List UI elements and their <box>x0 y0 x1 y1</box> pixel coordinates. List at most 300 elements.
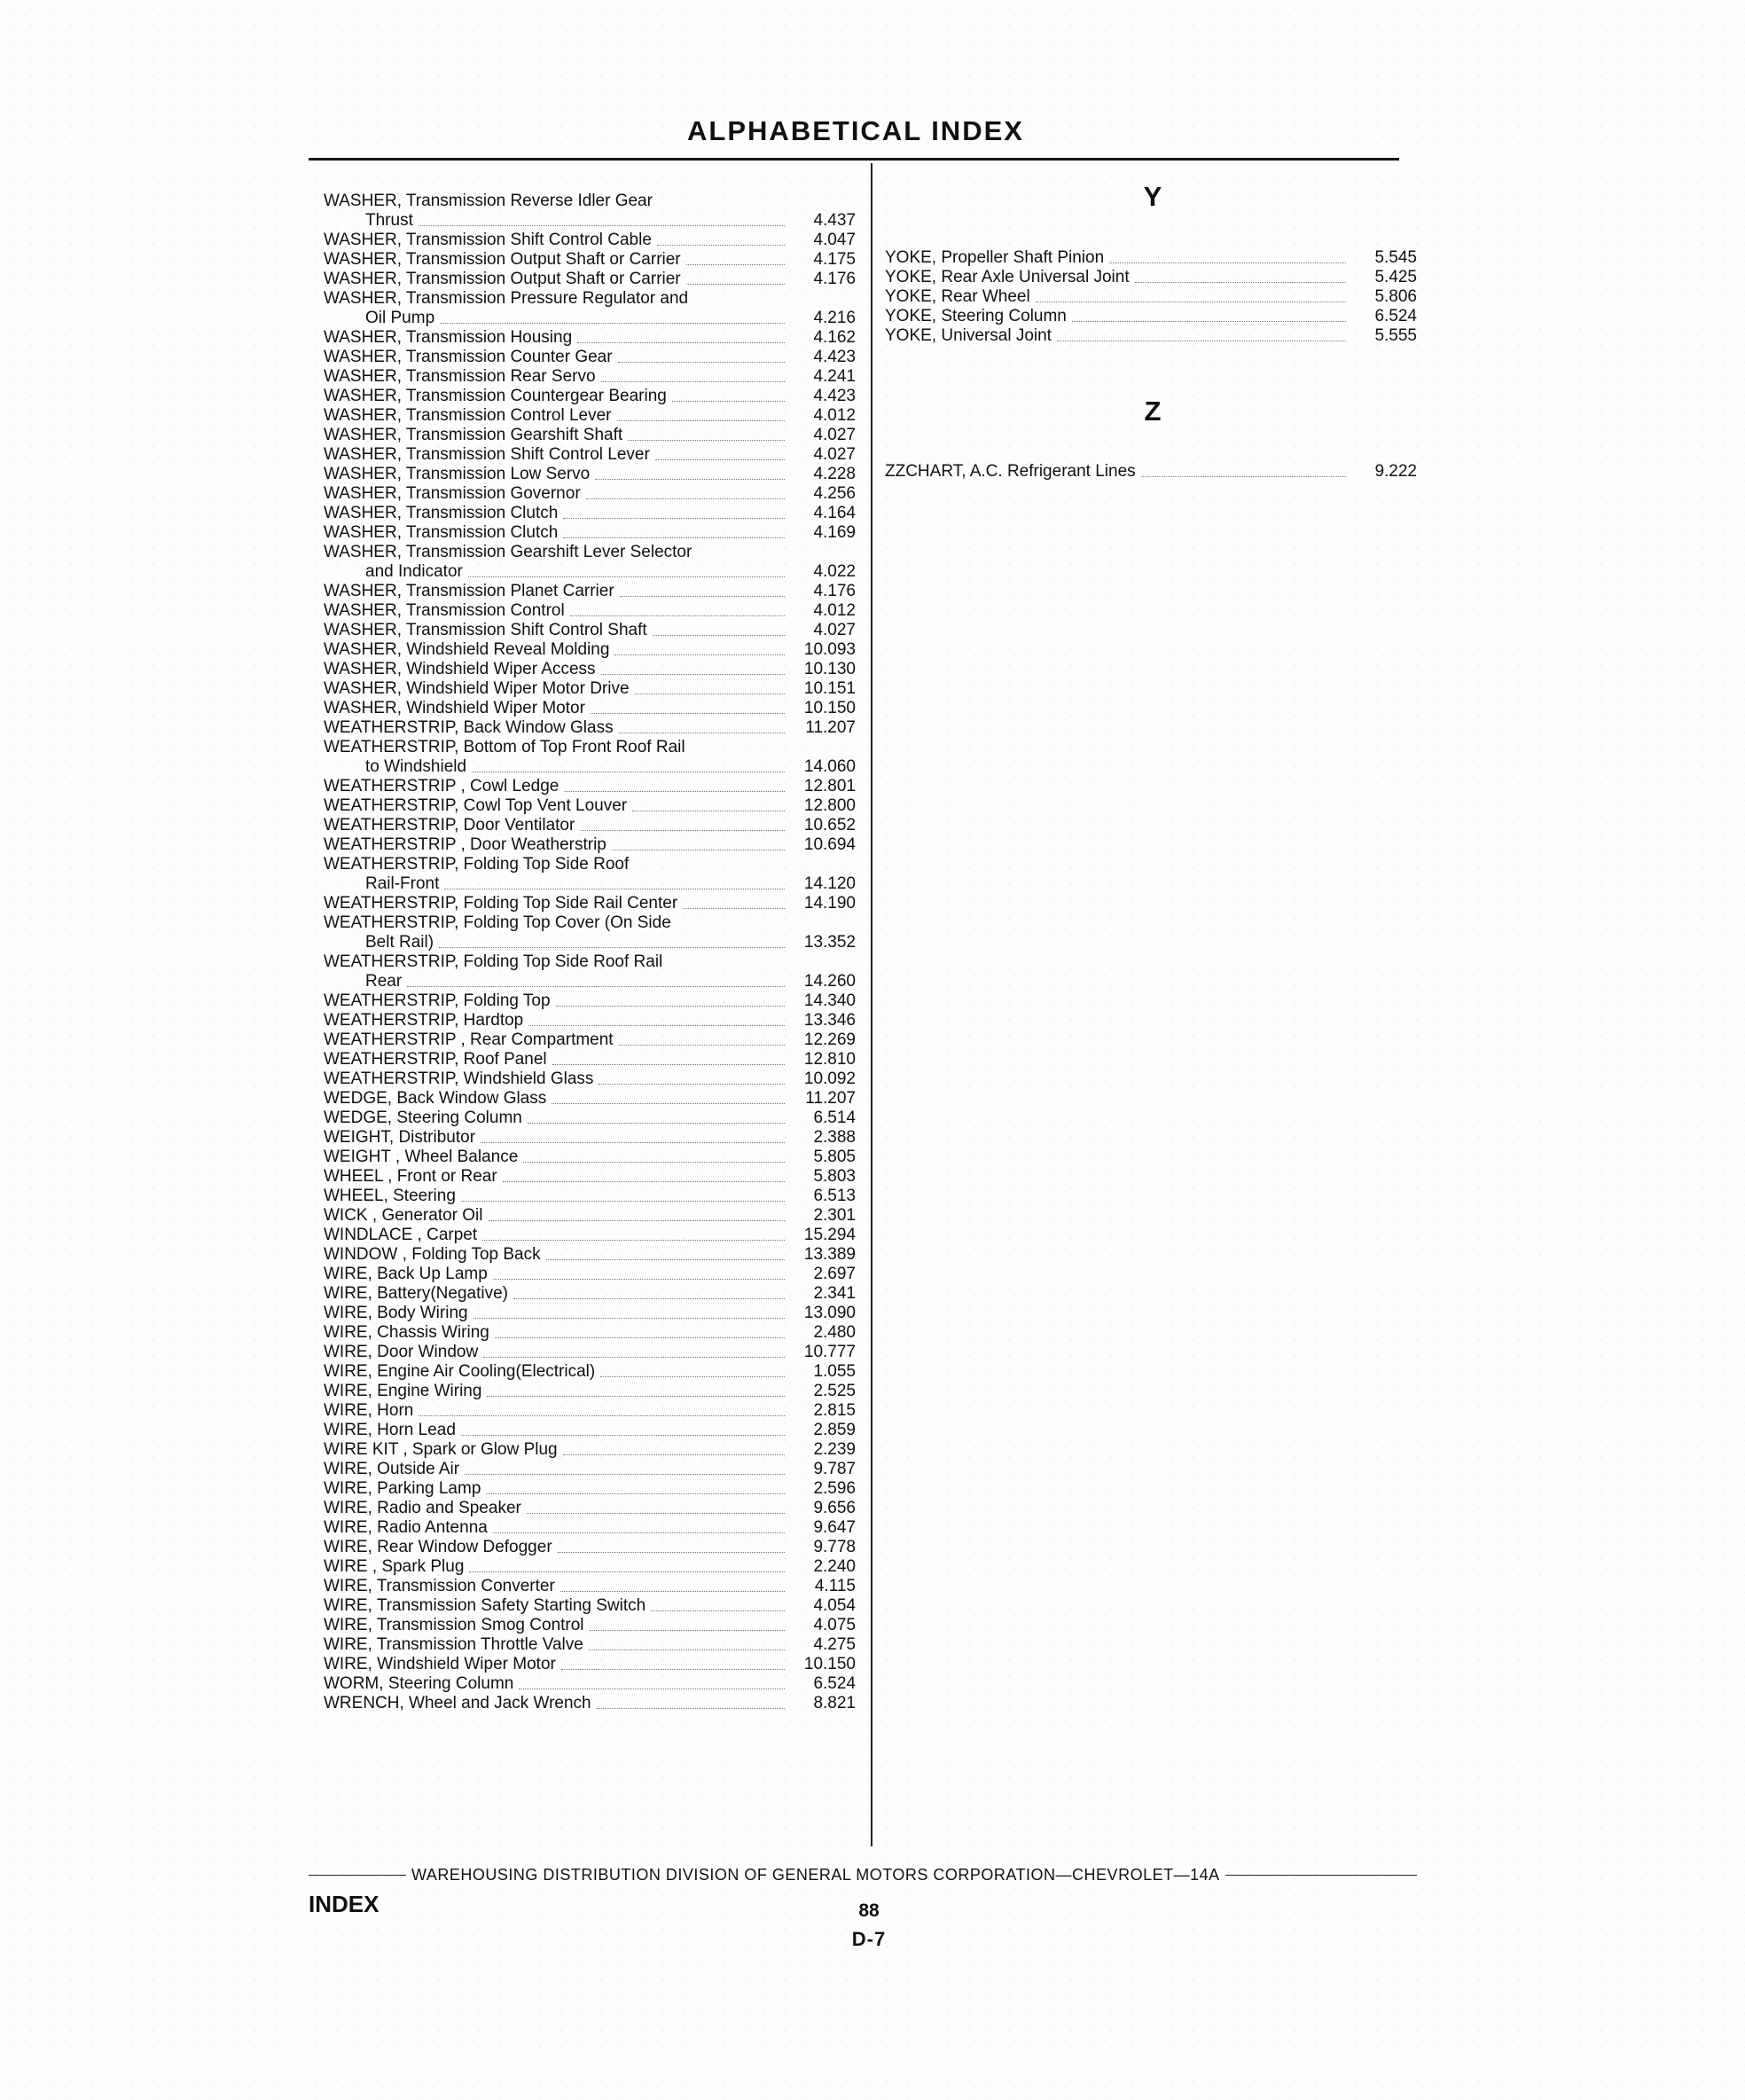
index-entry <box>324 406 856 426</box>
entry-name: WASHER, Transmission Output Shaft or Carrier <box>324 270 681 288</box>
entry-name: WASHER, Transmission Counter Gear <box>324 348 613 366</box>
index-entry <box>324 1070 856 1089</box>
index-entry <box>324 387 856 406</box>
entry-name: WEIGHT, Distributor <box>324 1128 476 1147</box>
entry-page: 9.778 <box>813 1538 856 1556</box>
entry-name: WEATHERSTRIP, Folding Top <box>324 991 551 1010</box>
dot-leader <box>597 1708 785 1709</box>
entry-page: 4.022 <box>813 562 856 581</box>
entry-page: 10.092 <box>803 1070 856 1088</box>
entry-name: WICK , Generator Oil <box>324 1206 483 1225</box>
entry-page: 14.120 <box>803 874 856 893</box>
dot-leader <box>552 1103 785 1104</box>
dot-leader <box>527 1513 785 1514</box>
index-entry <box>324 1030 856 1050</box>
index-entry <box>324 874 856 894</box>
dot-leader <box>589 1649 785 1650</box>
footer-publisher-line <box>309 1866 1417 1885</box>
index-entry <box>324 933 856 952</box>
dot-leader <box>628 440 785 441</box>
entry-page: 1.055 <box>813 1362 856 1381</box>
section-letter-y: Y <box>1143 181 1162 212</box>
entry-name: WIRE, Horn Lead <box>324 1421 456 1439</box>
dot-leader <box>1141 476 1346 477</box>
dot-leader <box>1135 282 1346 283</box>
entry-name: WASHER, Transmission Clutch <box>324 504 559 522</box>
index-entry <box>324 582 856 601</box>
dot-leader <box>570 615 785 616</box>
index-entry <box>324 640 856 660</box>
dot-leader <box>440 323 785 324</box>
entry-page: 9.787 <box>813 1460 856 1478</box>
dot-leader <box>635 693 785 694</box>
entry-page: 9.656 <box>813 1499 856 1517</box>
dot-leader <box>461 1435 785 1436</box>
index-entry <box>324 1265 856 1284</box>
dot-leader <box>407 986 785 987</box>
entry-page: 4.012 <box>813 406 856 425</box>
dot-leader <box>686 284 785 285</box>
entry-page: 12.810 <box>803 1050 856 1069</box>
index-entry <box>324 484 856 504</box>
index-entry <box>324 1596 856 1616</box>
entry-name: WEATHERSTRIP, Cowl Top Vent Louver <box>324 796 628 815</box>
entry-page: 4.216 <box>813 309 856 327</box>
entry-name: Rear <box>365 972 403 991</box>
index-entry <box>324 1460 856 1479</box>
entry-name: WEATHERSTRIP, Back Window Glass <box>324 718 614 737</box>
dot-leader <box>601 381 785 382</box>
index-entry <box>324 250 856 270</box>
entry-name: WASHER, Transmission Control Lever <box>324 406 612 425</box>
index-entry <box>324 1323 856 1343</box>
entry-name: WIRE, Battery(Negative) <box>324 1284 508 1303</box>
index-column-y <box>885 248 1417 346</box>
section-code: D-7 <box>851 1928 887 1950</box>
entry-name: WASHER, Transmission Housing <box>324 328 573 347</box>
entry-name: WORM, Steering Column <box>324 1674 514 1693</box>
dot-leader <box>483 1357 785 1358</box>
dot-leader <box>617 420 785 421</box>
entry-page: 2.301 <box>813 1206 856 1225</box>
dot-leader <box>419 1415 785 1416</box>
entry-page: 2.341 <box>813 1284 856 1303</box>
dot-leader <box>481 1142 785 1143</box>
index-entry <box>324 1109 856 1128</box>
entry-page: 5.806 <box>1374 287 1417 306</box>
index-entry <box>324 1304 856 1323</box>
entry-name: WASHER, Transmission Shift Control Cable <box>324 231 652 249</box>
entry-name: YOKE, Universal Joint <box>885 326 1052 345</box>
entry-name: WEATHERSTRIP, Door Ventilator <box>324 816 575 835</box>
entry-page: 4.075 <box>813 1616 856 1634</box>
entry-name: WIRE, Chassis Wiring <box>324 1323 489 1342</box>
entry-page: 4.175 <box>813 250 856 269</box>
entry-page: 2.388 <box>813 1128 856 1147</box>
dot-leader <box>503 1181 785 1182</box>
index-entry <box>324 1655 856 1674</box>
entry-page: 4.228 <box>813 465 856 483</box>
entry-page: 4.176 <box>813 270 856 288</box>
index-entry <box>324 1226 856 1245</box>
entry-name: WEATHERSTRIP, Hardtop <box>324 1011 524 1030</box>
entry-page: 4.437 <box>813 211 856 230</box>
index-entry <box>324 1401 856 1421</box>
dot-leader <box>461 1201 785 1202</box>
entry-name: ZZCHART, A.C. Refrigerant Lines <box>885 462 1136 481</box>
index-entry <box>324 523 856 543</box>
index-entry <box>324 348 856 367</box>
entry-page: 4.423 <box>813 348 856 366</box>
index-entry <box>324 1284 856 1304</box>
entry-name: WASHER, Transmission Gearshift Lever Selector <box>324 543 693 561</box>
dot-leader <box>439 947 785 948</box>
entry-page: 6.524 <box>813 1674 856 1693</box>
index-entry <box>324 1343 856 1362</box>
entry-page: 9.222 <box>1374 462 1417 481</box>
entry-name: WIRE, Horn <box>324 1401 414 1420</box>
index-entry <box>885 326 1417 346</box>
entry-page: 4.423 <box>813 387 856 405</box>
entry-name: WASHER, Transmission Reverse Idler Gear <box>324 192 653 210</box>
index-entry <box>324 1245 856 1265</box>
entry-name: WIRE, Body Wiring <box>324 1304 468 1322</box>
entry-page: 4.169 <box>813 523 856 542</box>
entry-name: WIRE, Parking Lamp <box>324 1479 481 1498</box>
entry-page: 2.697 <box>813 1265 856 1283</box>
index-entry <box>324 679 856 699</box>
entry-name: WEATHERSTRIP, Folding Top Side Roof Rail <box>324 952 663 971</box>
entry-page: 10.694 <box>803 835 856 854</box>
dot-leader <box>493 1279 785 1280</box>
dot-leader <box>495 1337 785 1338</box>
entry-name: WIRE, Windshield Wiper Motor <box>324 1655 556 1673</box>
index-entry <box>885 248 1417 268</box>
entry-name: WIRE, Outside Air <box>324 1460 460 1478</box>
dot-leader <box>1072 321 1346 322</box>
entry-name: WEATHERSTRIP, Folding Top Side Roof <box>324 855 630 874</box>
index-entry <box>324 1089 856 1109</box>
entry-name: Oil Pump <box>365 309 435 327</box>
dot-leader <box>468 576 785 577</box>
entry-page: 5.425 <box>1374 268 1417 286</box>
entry-page: 5.545 <box>1374 248 1417 267</box>
entry-name: WEATHERSTRIP, Bottom of Top Front Roof Rail <box>324 738 685 756</box>
dot-leader <box>528 1025 785 1026</box>
dot-leader <box>560 1591 785 1592</box>
entry-name: Thrust <box>365 211 413 230</box>
dot-leader <box>561 1669 785 1670</box>
dot-leader <box>465 1474 785 1475</box>
entry-page: 13.346 <box>803 1011 856 1030</box>
entry-page: 4.027 <box>813 426 856 444</box>
index-entry <box>324 426 856 445</box>
index-entry <box>885 268 1417 287</box>
entry-name: WRENCH, Wheel and Jack Wrench <box>324 1694 591 1712</box>
entry-page: 10.130 <box>803 660 856 678</box>
entry-name: WASHER, Transmission Output Shaft or Carrier <box>324 250 681 269</box>
index-entry <box>324 796 856 816</box>
index-entry <box>324 1635 856 1655</box>
entry-page: 2.525 <box>813 1382 856 1400</box>
index-entry <box>324 1050 856 1070</box>
index-entry <box>324 718 856 738</box>
entry-name: WHEEL, Steering <box>324 1187 456 1205</box>
entry-name: WASHER, Transmission Low Servo <box>324 465 591 483</box>
entry-name: WIRE, Back Up Lamp <box>324 1265 488 1283</box>
entry-name: WASHER, Transmission Governor <box>324 484 581 503</box>
entry-name: WASHER, Transmission Rear Servo <box>324 367 596 386</box>
dot-leader <box>558 1552 785 1553</box>
entry-name: Belt Rail) <box>365 933 434 952</box>
dot-leader <box>523 1162 785 1163</box>
index-entry <box>324 465 856 484</box>
entry-name: WIRE, Engine Wiring <box>324 1382 482 1400</box>
entry-page: 2.239 <box>813 1440 856 1459</box>
entry-page: 10.652 <box>803 816 856 835</box>
dot-leader <box>601 674 785 675</box>
index-column-left <box>324 192 856 1713</box>
dot-leader <box>599 1084 785 1085</box>
index-entry <box>324 1538 856 1557</box>
entry-name: WASHER, Transmission Countergear Bearing <box>324 387 667 405</box>
index-entry <box>324 1557 856 1577</box>
footer-rule-right <box>1225 1875 1417 1877</box>
entry-page: 4.012 <box>813 601 856 620</box>
entry-page: 2.480 <box>813 1323 856 1342</box>
entry-name: WIRE KIT , Spark or Glow Plug <box>324 1440 558 1459</box>
entry-page: 11.207 <box>805 1089 856 1108</box>
index-entry <box>324 328 856 348</box>
index-entry <box>324 1187 856 1206</box>
index-entry <box>324 1694 856 1713</box>
entry-name: WIRE, Radio and Speaker <box>324 1499 521 1517</box>
index-entry <box>324 972 856 991</box>
entry-name: WASHER, Transmission Planet Carrier <box>324 582 614 600</box>
entry-name: WIRE, Transmission Throttle Valve <box>324 1635 583 1654</box>
entry-name: Rail-Front <box>365 874 440 893</box>
entry-page: 4.162 <box>813 328 856 347</box>
dot-leader <box>586 498 785 499</box>
entry-name: WIRE, Door Window <box>324 1343 479 1361</box>
dot-leader <box>590 1630 785 1631</box>
dot-leader <box>546 1259 785 1260</box>
entry-name: WEATHERSTRIP , Cowl Ledge <box>324 777 559 795</box>
index-entry <box>324 1206 856 1226</box>
entry-page: 6.524 <box>1374 307 1417 325</box>
dot-leader <box>564 791 785 792</box>
entry-page: 13.090 <box>803 1304 856 1322</box>
dot-leader <box>655 459 785 460</box>
entry-page: 10.093 <box>803 640 856 659</box>
entry-name: WASHER, Transmission Clutch <box>324 523 559 542</box>
index-entry <box>324 1577 856 1596</box>
entry-name: YOKE, Propeller Shaft Pinion <box>885 248 1105 267</box>
entry-name: WINDOW , Folding Top Back <box>324 1245 541 1264</box>
entry-page: 10.150 <box>803 699 856 717</box>
page-title: ALPHABETICAL INDEX <box>687 115 1024 146</box>
entry-name: and Indicator <box>365 562 463 581</box>
entry-page: 5.803 <box>813 1167 856 1186</box>
entry-name: WINDLACE , Carpet <box>324 1226 478 1244</box>
entry-name: WASHER, Windshield Wiper Access <box>324 660 596 678</box>
dot-leader <box>563 518 785 519</box>
index-entry <box>324 660 856 679</box>
entry-name: WASHER, Windshield Wiper Motor Drive <box>324 679 630 698</box>
index-entry <box>324 835 856 855</box>
entry-page: 2.240 <box>813 1557 856 1576</box>
entry-page: 4.164 <box>813 504 856 522</box>
entry-page: 4.027 <box>813 445 856 464</box>
entry-page: 4.027 <box>813 621 856 639</box>
dot-leader <box>619 1045 785 1046</box>
index-entry <box>324 309 856 328</box>
dot-leader <box>672 401 785 402</box>
entry-name: WIRE, Transmission Safety Starting Switch <box>324 1596 646 1615</box>
dot-leader <box>419 225 785 226</box>
index-entry <box>324 270 856 289</box>
entry-page: 5.805 <box>813 1148 856 1166</box>
entry-page: 4.241 <box>813 367 856 386</box>
dot-leader <box>600 1376 785 1377</box>
entry-page: 4.115 <box>814 1577 856 1595</box>
dot-leader <box>473 1318 785 1319</box>
dot-leader <box>683 908 785 909</box>
index-entry <box>324 1128 856 1148</box>
entry-name: WIRE, Engine Air Cooling(Electrical) <box>324 1362 596 1381</box>
entry-page: 12.269 <box>803 1030 856 1049</box>
dot-leader <box>618 362 785 363</box>
entry-page: 8.821 <box>813 1694 856 1712</box>
title-rule <box>309 158 1399 161</box>
dot-leader <box>595 479 785 480</box>
dot-leader <box>482 1240 785 1241</box>
index-entry <box>324 1518 856 1538</box>
index-entry <box>324 211 856 231</box>
dot-leader <box>686 264 785 265</box>
index-entry <box>324 1362 856 1382</box>
index-entry <box>324 504 856 523</box>
entry-name: WASHER, Transmission Pressure Regulator and <box>324 289 689 308</box>
dot-leader <box>591 713 785 714</box>
entry-name: WEDGE, Steering Column <box>324 1109 522 1127</box>
dot-leader <box>489 1220 786 1221</box>
entry-page: 4.176 <box>813 582 856 600</box>
dot-leader <box>469 1571 785 1572</box>
dot-leader <box>486 1493 785 1494</box>
footer-rule-left <box>309 1875 406 1877</box>
dot-leader <box>653 635 785 636</box>
entry-name: to Windshield <box>365 757 467 776</box>
index-entry <box>324 699 856 718</box>
entry-page: 10.777 <box>803 1343 856 1361</box>
entry-page: 12.801 <box>803 777 856 795</box>
entry-page: 10.150 <box>803 1655 856 1673</box>
index-entry <box>324 601 856 621</box>
footer-publisher: WAREHOUSING DISTRIBUTION DIVISION OF GENERAL MOTORS CORPORATION—CHEVROLET—14A <box>411 1866 1220 1884</box>
index-entry <box>324 231 856 250</box>
entry-page: 13.389 <box>803 1245 856 1264</box>
entry-page: 4.275 <box>813 1635 856 1654</box>
index-entry <box>324 1382 856 1401</box>
index-entry <box>324 777 856 796</box>
dot-leader <box>580 830 785 831</box>
index-entry <box>885 462 1417 482</box>
dot-leader <box>651 1610 785 1611</box>
entry-name: WASHER, Transmission Shift Control Lever <box>324 445 650 464</box>
entry-name: WEATHERSTRIP , Rear Compartment <box>324 1030 614 1049</box>
index-entry <box>885 307 1417 326</box>
dot-leader <box>513 1298 785 1299</box>
entry-page: 14.340 <box>803 991 856 1010</box>
entry-page: 10.151 <box>803 679 856 698</box>
dot-leader <box>657 245 785 246</box>
dot-leader <box>493 1532 785 1533</box>
dot-leader <box>556 1006 785 1007</box>
index-column-z <box>885 462 1417 482</box>
index-entry <box>324 1148 856 1167</box>
column-divider <box>871 163 872 1846</box>
index-entry <box>324 1011 856 1030</box>
entry-name: YOKE, Rear Axle Universal Joint <box>885 268 1130 286</box>
entry-page: 9.647 <box>813 1518 856 1537</box>
entry-page: 2.815 <box>813 1401 856 1420</box>
entry-name: WIRE, Radio Antenna <box>324 1518 488 1537</box>
entry-page: 11.207 <box>805 718 856 737</box>
entry-name: WIRE , Spark Plug <box>324 1557 465 1576</box>
index-entry <box>324 894 856 913</box>
index-entry <box>324 1440 856 1460</box>
entry-name: WEATHERSTRIP, Windshield Glass <box>324 1070 594 1088</box>
entry-name: WEIGHT , Wheel Balance <box>324 1148 519 1166</box>
entry-page: 6.513 <box>813 1187 856 1205</box>
entry-name: WEATHERSTRIP, Folding Top Side Rail Center <box>324 894 678 913</box>
index-entry <box>324 621 856 640</box>
dot-leader <box>577 342 785 343</box>
entry-page: 6.514 <box>813 1109 856 1127</box>
entry-name: WASHER, Windshield Wiper Motor <box>324 699 585 717</box>
dot-leader <box>487 1396 785 1397</box>
entry-page: 2.859 <box>813 1421 856 1439</box>
entry-page: 15.294 <box>803 1226 856 1244</box>
entry-name: WASHER, Windshield Reveal Molding <box>324 640 610 659</box>
entry-name: WEATHERSTRIP, Folding Top Cover (On Side <box>324 913 671 932</box>
index-entry <box>324 562 856 582</box>
index-entry <box>324 1674 856 1694</box>
footer-index-label: INDEX <box>309 1891 380 1917</box>
dot-leader <box>1109 262 1346 263</box>
entry-name: WASHER, Transmission Shift Control Shaft <box>324 621 647 639</box>
index-entry <box>324 1167 856 1187</box>
index-entry <box>324 445 856 465</box>
entry-page: 14.190 <box>803 894 856 913</box>
section-letter-z: Z <box>1144 396 1162 427</box>
entry-page: 14.260 <box>803 972 856 991</box>
entry-name: YOKE, Rear Wheel <box>885 287 1030 306</box>
entry-page: 12.800 <box>803 796 856 815</box>
dot-leader <box>620 596 785 597</box>
entry-name: WIRE, Transmission Converter <box>324 1577 555 1595</box>
entry-name: WEDGE, Back Window Glass <box>324 1089 547 1108</box>
entry-name: WEATHERSTRIP, Roof Panel <box>324 1050 547 1069</box>
dot-leader <box>563 537 785 538</box>
entry-page: 14.060 <box>803 757 856 776</box>
entry-name: WEATHERSTRIP , Door Weatherstrip <box>324 835 606 854</box>
dot-leader <box>552 1064 785 1065</box>
entry-page: 13.352 <box>803 933 856 952</box>
entry-page: 4.256 <box>813 484 856 503</box>
index-entry <box>324 1479 856 1499</box>
